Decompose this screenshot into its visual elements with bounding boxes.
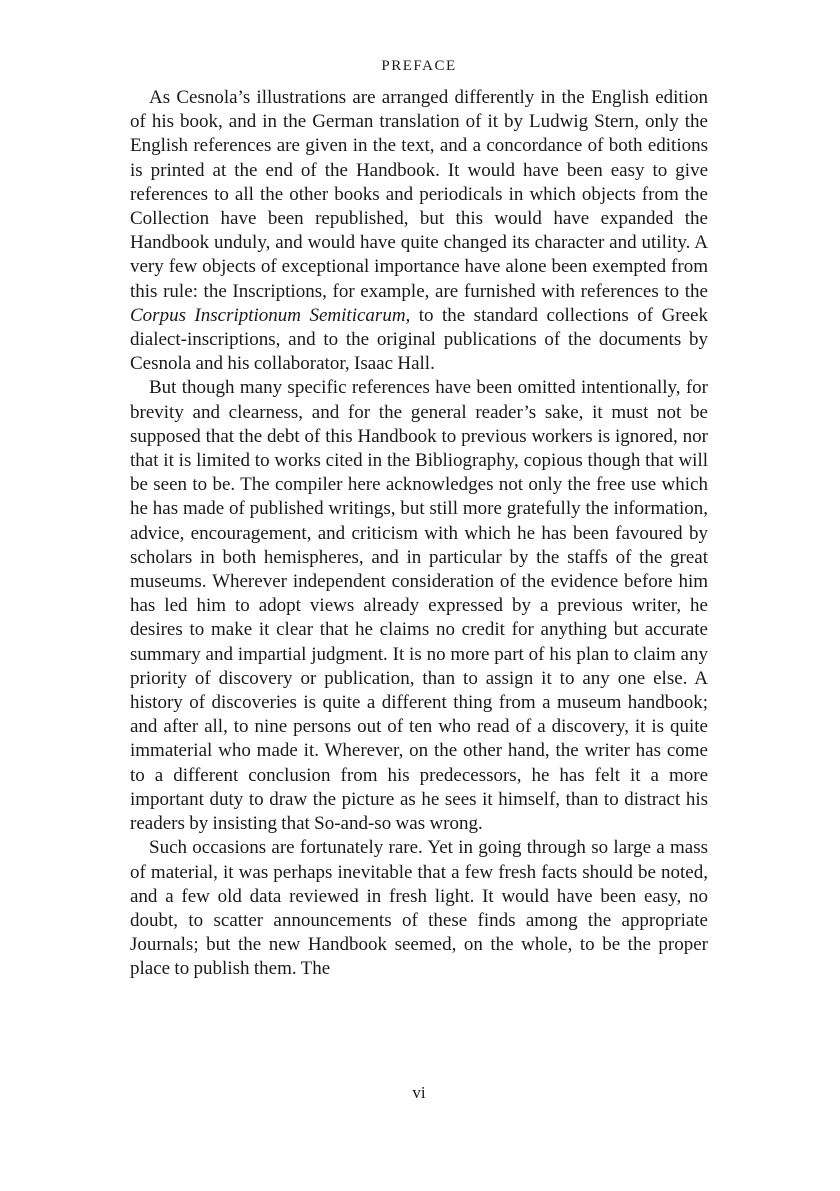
paragraph-1-text: As Cesnola’s illustrations are arranged differently in the English edition of his book, and in the German translation of it by Ludwig Stern, only the English references are given in the text, and a concordance of both editions is printed at the end of the Handbook. It would have been easy to give references to all the other books and periodicals in which objects from the Collection have been republished, but this would have expanded the Handbook unduly, and would have quite changed its character and utility. A very few objects of exceptional importance have alone been exempted from this rule: the Inscriptions, for example, are furnished with references to the bbox=[130, 87, 708, 302]
paragraph-1-text-end: to the standard collections of Greek dialect-inscriptions, and to the original publications of the documents by Cesnola and his collaborator, Isaac Hall. bbox=[130, 304, 708, 375]
paragraph-1 bbox=[130, 86, 708, 376]
paragraph-2: But though many specific references have been omitted intentionally, for brevity and clearness, and for the general reader’s sake, it must not be supposed that the debt of this Handbook to previous workers is ignored, nor that it is limited to works cited in the Bibliography, copious though that will be seen to be. The compiler here acknowledges not only the free use which he has made of published writings, but still more gratefully the information, advice, encouragement, and criticism with which he has been favoured by scholars in both hemispheres, and in particular by the staffs of the great museums. Wherever independent consideration of the evidence before him has led him to adopt views already expressed by a previous writer, he desires to make it clear that he claims no credit for anything but accurate summary and impartial judgment. It is no more part of his plan to claim any priority of discovery or publication, than to assign it to any one else. A history of discoveries is quite a different thing from a museum handbook; and after all, to nine persons out of ten who read of a discovery, it is quite immaterial who made it. Wherever, on the other hand, the writer has come to a different conclusion from his predecessors, he has felt it a more important duty to draw the picture as he sees it himself, than to distract his readers by insisting that So-and-so was wrong. bbox=[130, 377, 708, 835]
page-number: vi bbox=[412, 1083, 426, 1102]
running-head: PREFACE bbox=[381, 58, 457, 74]
paragraph-1-italic-title: Corpus Inscriptionum Semiticarum, bbox=[130, 304, 411, 326]
book-page bbox=[130, 0, 708, 1191]
body-text bbox=[130, 86, 708, 982]
paragraph-3: Such occasions are fortunately rare. Yet in going through so large a mass of material, it was perhaps inevitable that a few fresh facts should be noted, and a few old data reviewed in fresh light. It would have been easy, no doubt, to scatter announcements of these finds among the appropriate Journals; but the new Handbook seemed, on the whole, to be the proper place to publish them. The bbox=[130, 837, 708, 980]
